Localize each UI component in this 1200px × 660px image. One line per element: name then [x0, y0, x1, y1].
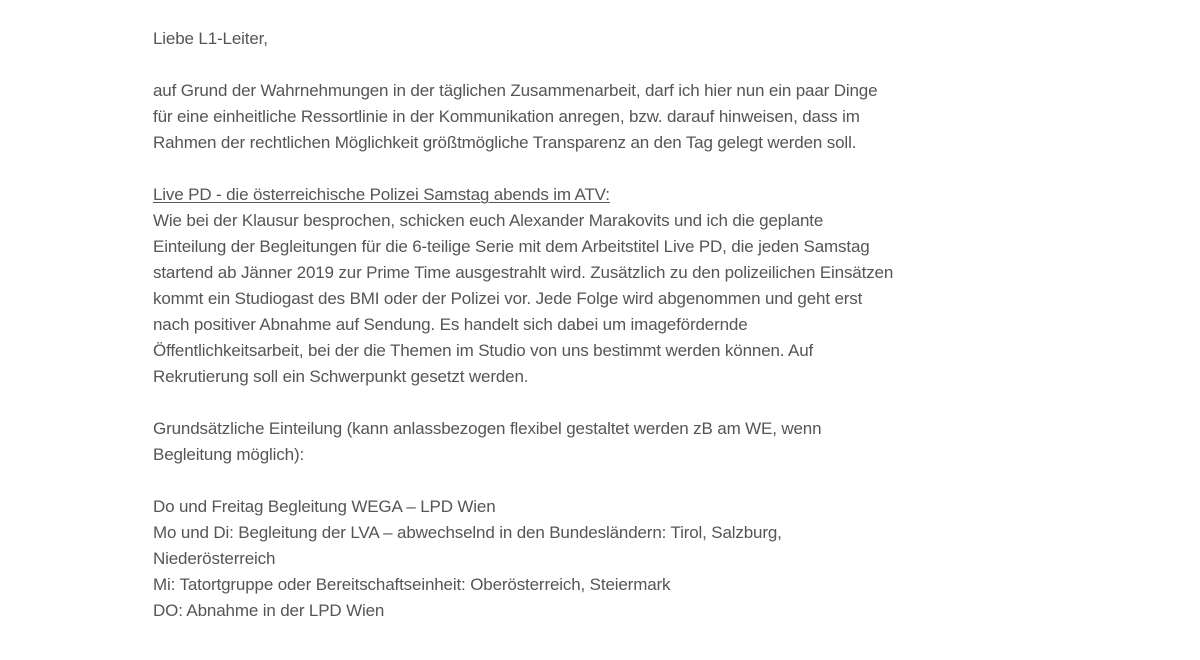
section-line: Einteilung der Begleitungen für die 6-teilige Serie mit dem Arbeitstitel Live PD, die jeden Samstag	[153, 237, 870, 256]
schedule-item: Mo und Di: Begleitung der LVA – abwechselnd in den Bundesländern: Tirol, Salzburg,	[153, 523, 782, 542]
schedule-item: DO: Abnahme in der LPD Wien	[153, 601, 385, 620]
schedule-item: Mi: Tatortgruppe oder Bereitschaftseinheit: Oberösterreich, Steiermark	[153, 575, 671, 594]
paragraph-gap	[153, 52, 1073, 78]
intro-paragraph	[153, 78, 1073, 156]
schedule-item: Do und Freitag Begleitung WEGA – LPD Wien	[153, 497, 496, 516]
schedule-list	[153, 494, 1073, 624]
intro-line: auf Grund der Wahrnehmungen in der täglichen Zusammenarbeit, darf ich hier nun ein paar Dinge	[153, 81, 878, 100]
section-line: startend ab Jänner 2019 zur Prime Time ausgestrahlt wird. Zusätzlich zu den polizeilichen Einsätzen	[153, 263, 894, 282]
schedule-intro-line: Begleitung möglich):	[153, 445, 305, 464]
letter-body	[153, 26, 1073, 624]
section-line: Rekrutierung soll ein Schwerpunkt gesetzt werden.	[153, 367, 529, 386]
section-line: Öffentlichkeitsarbeit, bei der die Themen im Studio von uns bestimmt werden können. Auf	[153, 341, 814, 360]
schedule-item: Niederösterreich	[153, 549, 276, 568]
section-heading: Live PD - die österreichische Polizei Samstag abends im ATV:	[153, 185, 610, 204]
schedule-intro-line: Grundsätzliche Einteilung (kann anlassbezogen flexibel gestaltet werden zB am WE, wenn	[153, 419, 822, 438]
section-paragraph	[153, 208, 1073, 390]
section-line: Wie bei der Klausur besprochen, schicken euch Alexander Marakovits und ich die geplante	[153, 211, 824, 230]
schedule-intro	[153, 416, 1073, 468]
paragraph-gap	[153, 468, 1073, 494]
paragraph-gap	[153, 156, 1073, 182]
salutation: Liebe L1-Leiter,	[153, 29, 268, 48]
paragraph-gap	[153, 390, 1073, 416]
intro-line: Rahmen der rechtlichen Möglichkeit größtmögliche Transparenz an den Tag gelegt werden soll.	[153, 133, 857, 152]
section-line: kommt ein Studiogast des BMI oder der Polizei vor. Jede Folge wird abgenommen und geht erst	[153, 289, 863, 308]
intro-line: für eine einheitliche Ressortlinie in der Kommunikation anregen, bzw. darauf hinweisen, dass im	[153, 107, 860, 126]
section-line: nach positiver Abnahme auf Sendung. Es handelt sich dabei um imagefördernde	[153, 315, 748, 334]
